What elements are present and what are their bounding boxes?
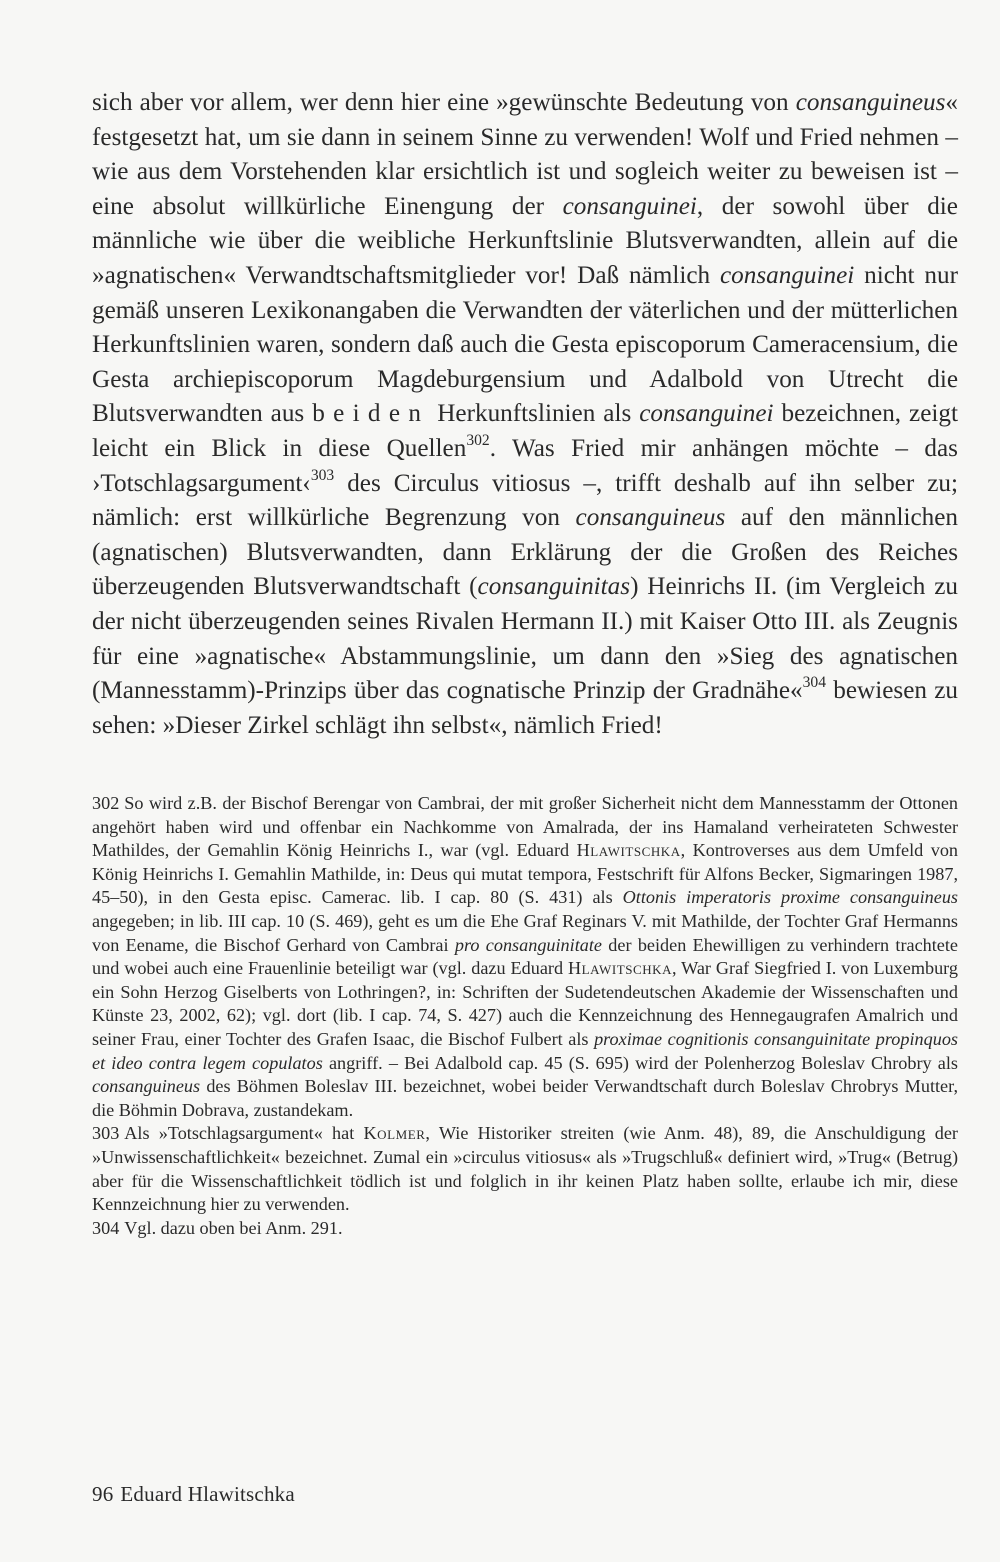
author-name: Hlawitschka <box>576 840 681 861</box>
footnote-304: 304 Vgl. dazu oben bei Anm. 291. <box>92 1217 343 1238</box>
footnotes <box>92 792 958 1240</box>
italic-term: consanguinitas <box>477 573 631 601</box>
emphasized-word: beiden <box>312 400 430 428</box>
running-author: Eduard Hlawitschka <box>120 1482 295 1506</box>
footnote-reference[interactable]: 302 <box>466 431 490 449</box>
italic-term: consanguineus <box>575 504 726 532</box>
italic-term: consanguinei <box>719 261 855 289</box>
footnote-number: 302 <box>92 793 120 813</box>
italic-term: consanguineus <box>795 89 946 116</box>
footnote-303: 303 Als »Totschlagsargument« hat Kolmer, Wie Historiker streiten (wie Anm. 48), 89, die Anschuldigung der »Unwissenschaftlichkeit« bezeichnet. Zumal ein »circulus vitiosus« als »Trugschluß« definiert wird, »Trug« (Betrug) aber für die Wissenschaftlichkeit tödlich ist und folglich in ihr keinen Platz haben sollte, erlaube ich mir, diese Kennzeichnung hier zu verwenden. <box>92 1123 958 1215</box>
footnote-reference[interactable]: 304 <box>802 673 827 691</box>
italic-term: consanguinei <box>562 192 697 220</box>
main-paragraph: sich aber vor allem, wer denn hier eine »gewünschte Bedeutung von consanguineus« festgesetzt hat, um sie dann in seinem Sinne zu verwenden! Wolf und Fried nehmen – wie aus dem Vorstehenden klar ersichtlich ist und sogleich weiter zu beweisen ist – eine absolut willkürliche Einengung der consanguinei, der sowohl über die männliche wie über die weibliche Herkunftslinie Blutsverwandten, allein auf die »agnatischen« Verwandtschaftsmitglieder vor! Daß nämlich consanguinei nicht nur gemäß unseren Lexikonangaben die Verwandten der väterlichen und der mütterlichen Herkunftslinien waren, sondern daß auch die Gesta episcoporum Cameracensium, die Gesta archiepiscoporum Magdeburgensium und Adalbold von Utrecht die Blutsverwandten aus beiden Herkunftslinien als consanguinei bezeichnen, zeigt leicht ein Blick in diese Quellen$^{302}$. Was Fried mir anhängen möchte – das ›Totschlagsargument‹$^{303}$ des Circulus vitiosus –, trifft deshalb auf ihn selber zu; nämlich: erst willkürliche Begrenzung von consanguineus auf den männlichen (agnatischen) Blutsverwandten, dann Erklärung der die Großen des Reiches überzeugenden Blutsverwandtschaft (consanguinitas) Heinrichs II. (im Vergleich zu der nicht überzeugenden seines Rivalen Hermann II.) mit Kaiser Otto III. als Zeugnis für eine »agnatische« Abstammungslinie, um dann den »Sieg des agnatischen (Mannesstamm)-Prinzips über das cognatische Prinzip der Gradnähe«$^{304}$ bewiesen zu sehen: »Dieser Zirkel schlägt ihn selbst«, nämlich Fried! <box>92 89 959 739</box>
author-name: Hlawitschka <box>567 958 673 979</box>
latin-quote: consanguineus <box>92 1076 201 1097</box>
page-footer <box>92 1482 295 1507</box>
latin-quote: Ottonis imperatoris proxime consanguineus <box>622 887 959 908</box>
footnote-number: 304 <box>92 1217 120 1238</box>
author-name: Kolmer <box>363 1123 426 1144</box>
latin-quote: proximae cognitionis consanguinitate propinquos et ideo contra legem copulatos <box>92 1028 958 1073</box>
footnote-302: 302 So wird z.B. der Bischof Berengar von Cambrai, der mit großer Sicherheit nicht dem Mannesstamm der Ottonen angehört haben wird und offenbar ein Nachkomme von Amalrada, der ins Hamaland verheirateten Schwester Mathildes, der Gemahlin König Heinrichs I., war (vgl. Eduard Hlawitschka, Kontroverses aus dem Umfeld von König Heinrichs I. Gemahlin Mathilde, in: Deus qui mutat tempora, Festschrift für Alfons Becker, Sigmaringen 1987, 45–50), in den Gesta episc. Camerac. lib. I cap. 80 (S. 431) als Ottonis imperatoris proxime consanguineus angegeben; in lib. III cap. 10 (S. 469), geht es um die Ehe Graf Reginars V. mit Mathilde, der Tochter Graf Hermanns von Eename, die Bischof Gerhard von Cambrai pro consanguinitate der beiden Ehewilligen zu verhindern trachtete und wobei auch eine Frauenlinie beteiligt war (vgl. dazu Eduard Hlawitschka, War Graf Siegfried I. von Luxemburg ein Sohn Herzog Giselberts von Lothringen?, in: Schriften der Sudetendeutschen Akademie der Wissenschaften und Künste 23, 2002, 62); vgl. dort (lib. I cap. 74, S. 427) auch die Kennzeichnung des Hennegaugrafen Amalrich und seiner Frau, einer Tochter des Grafen Isaac, die Bischof Fulbert als proximae cognitionis consanguinitate propinquos et ideo contra legem copulatos angriff. – Bei Adalbold cap. 45 (S. 695) wird der Polenherzog Boleslav Chrobry als consanguineus des Böhmen Boleslav III. bezeichnet, wobei beider Verwandtschaft durch Boleslav Chrobrys Mutter, die Böhmin Dobrava, zustandekam. <box>92 793 959 1120</box>
footnote-number: 303 <box>92 1123 120 1144</box>
page-number: 96 <box>92 1482 114 1506</box>
latin-quote: pro consanguinitate <box>454 934 602 955</box>
footnote-reference[interactable]: 303 <box>310 466 335 484</box>
italic-term: consanguinei <box>639 400 774 428</box>
